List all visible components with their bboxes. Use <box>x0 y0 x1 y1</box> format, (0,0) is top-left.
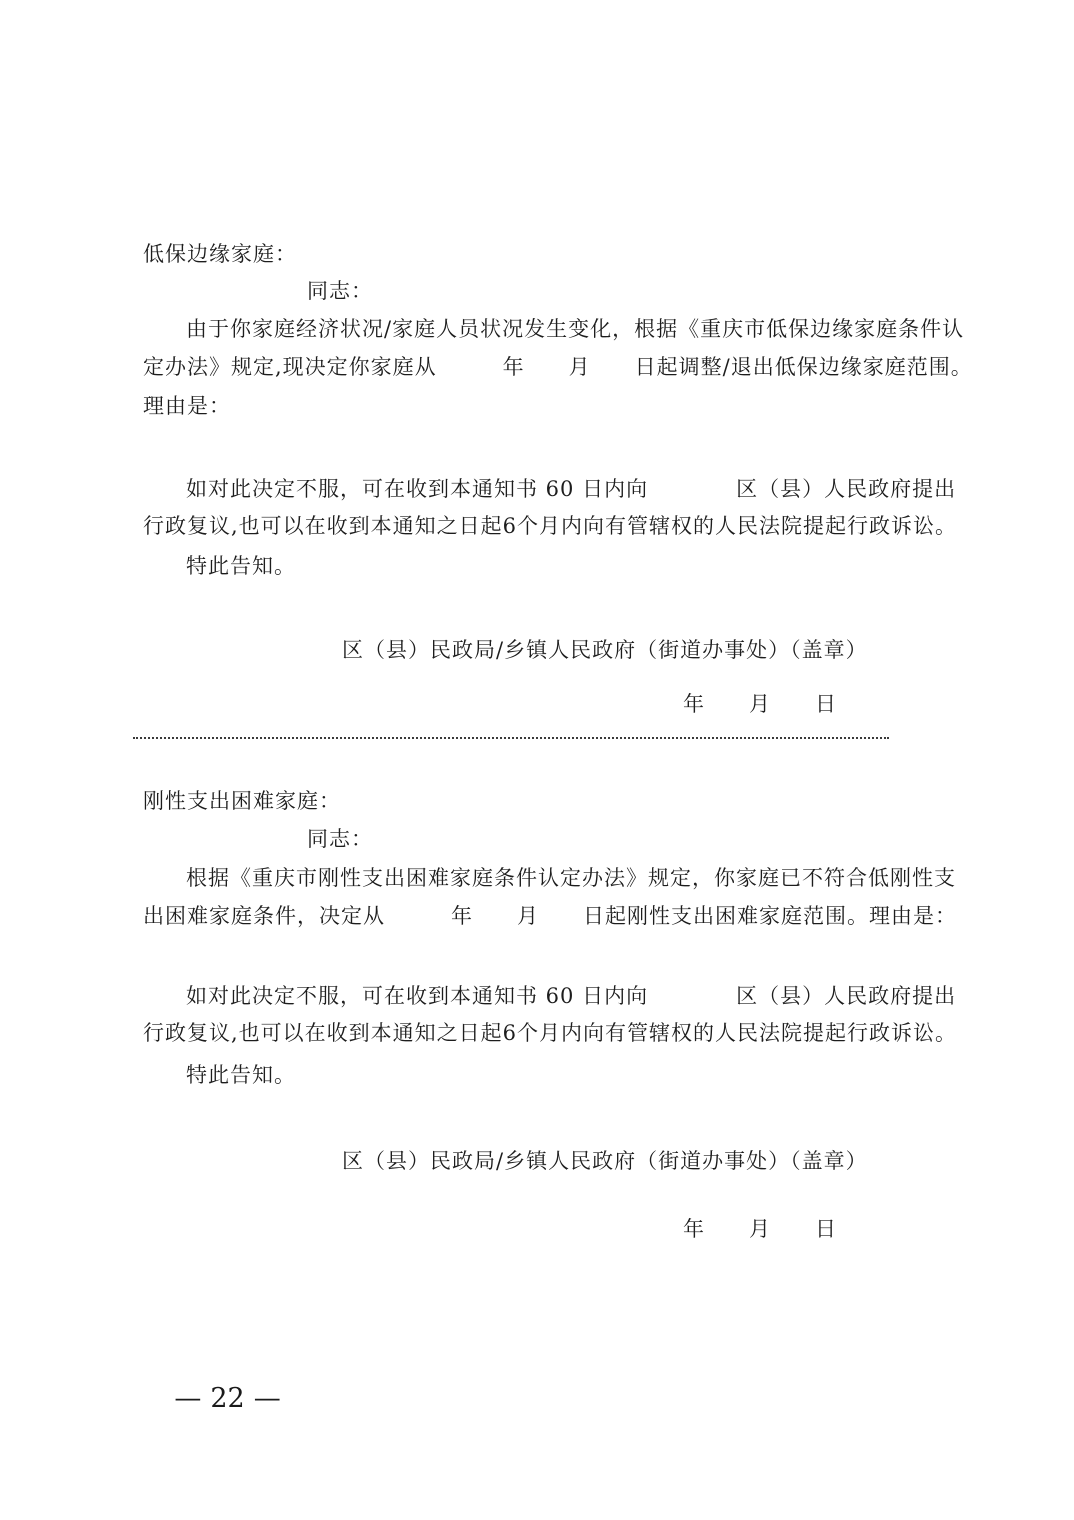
salutation-line: 同志： <box>307 827 373 851</box>
body-line: 理由是： <box>143 394 231 418</box>
category-label: 刚性支出困难家庭： <box>143 789 341 813</box>
closing-line: 特此告知。 <box>186 554 296 578</box>
category-label: 低保边缘家庭： <box>143 242 297 266</box>
salutation-line: 同志： <box>307 279 373 303</box>
body-line: 行政复议,也可以在收到本通知之日起6个月内向有管辖权的人民法院提起行政诉讼。 <box>143 514 958 538</box>
page-number-dash-left: — <box>174 1383 202 1415</box>
body-line: 行政复议,也可以在收到本通知之日起6个月内向有管辖权的人民法院提起行政诉讼。 <box>143 1021 958 1045</box>
signature-line: 区（县）民政局/乡镇人民政府（街道办事处）（盖章） <box>342 1149 868 1173</box>
date-line: 年 月 日 <box>683 692 837 716</box>
section-divider-dotted <box>133 737 889 739</box>
page-number <box>140 1352 281 1445</box>
body-line: 出困难家庭条件，决定从 年 月 日起刚性支出困难家庭范围。理由是： <box>143 904 957 928</box>
closing-line: 特此告知。 <box>186 1063 296 1087</box>
page-number-value: 22 <box>210 1383 245 1415</box>
body-line: 如对此决定不服，可在收到本通知书 60 日内向 区（县）人民政府提出 <box>186 984 957 1008</box>
signature-line: 区（县）民政局/乡镇人民政府（街道办事处）（盖章） <box>342 638 868 662</box>
body-line: 定办法》规定,现决定你家庭从 年 月 日起调整/退出低保边缘家庭范围。 <box>143 355 973 379</box>
date-line: 年 月 日 <box>683 1217 837 1241</box>
page-number-dash-right: — <box>253 1383 281 1415</box>
body-line: 根据《重庆市刚性支出困难家庭条件认定办法》规定，你家庭已不符合低刚性支 <box>186 866 956 890</box>
body-line: 由于你家庭经济状况/家庭人员状况发生变化，根据《重庆市低保边缘家庭条件认 <box>186 317 965 341</box>
body-line: 如对此决定不服，可在收到本通知书 60 日内向 区（县）人民政府提出 <box>186 477 957 501</box>
